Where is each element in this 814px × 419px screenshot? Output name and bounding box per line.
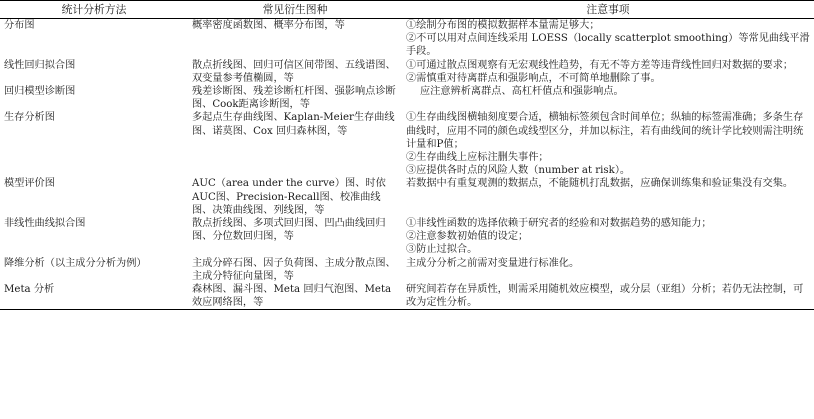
row-method: 模型评价图 [4, 178, 55, 190]
header-notes: 注意事项 [402, 1, 814, 19]
table-row [0, 85, 814, 111]
row-charts: 多起点生存曲线图、Kaplan-Meier生存曲线图、诺莫图、Cox 回归森林图，等 [192, 112, 395, 137]
note-item: ②需慎重对待离群点和强影响点，不可简单地删除了事。 [406, 72, 661, 84]
row-notes [402, 85, 814, 111]
note-item: 若数据中有重复观测的数据点，不能随机打乱数据，应确保训练集和验证集没有交集。 [406, 178, 794, 190]
row-charts: 残差诊断图、残差诊断杠杆图、强影响点诊断图、Cook距离诊断图，等 [192, 86, 396, 111]
header-method: 统计分析方法 [0, 1, 188, 19]
row-notes [402, 111, 814, 177]
row-charts: 主成分碎石图、因子负荷图、主成分散点图、主成分特征向量图，等 [192, 257, 396, 282]
row-notes [402, 217, 814, 257]
row-method: 降维分析（以主成分分析为例） [4, 257, 147, 269]
note-item: 研究间若存在异质性，则需采用随机效应模型，或分层（亚组）分析；若仍无法控制，可改为定性分析。 [406, 284, 804, 309]
note-item: ①非线性函数的选择依赖于研究者的经验和对数据趋势的感知能力； [406, 218, 712, 230]
row-charts: 散点折线图、多项式回归图、凹凸曲线回归图、分位数回归图，等 [192, 218, 386, 243]
note-item: ①生存曲线图横轴刻度要合适，横轴标签须包含时间单位；纵轴的标签需准确；多条生存曲线时，应用不同的颜色或线型区分，并加以标注，若有曲线间的统计学比较则需注明统计量和P值； [406, 112, 804, 150]
note-item: ②不可以用对点间连线采用 LOESS（locally scatterplot smoothing）等常见曲线平滑手段。 [406, 33, 810, 58]
row-charts: 散点折线图、回归可信区间带图、五线谱图、双变量参考值椭圆，等 [192, 59, 396, 84]
row-notes [402, 257, 814, 283]
note-item: 应注意辨析离群点、高杠杆值点和强影响点。 [420, 86, 624, 98]
row-charts: 概率密度函数图、概率分布图，等 [192, 20, 345, 31]
note-item: ②注意参数初始值的设定； [406, 231, 529, 243]
note-item: ③防止过拟合。 [406, 244, 478, 256]
note-item: ①绘制分布图的模拟数据样本量需足够大； [406, 20, 600, 31]
table-row [0, 217, 814, 257]
row-method: 生存分析图 [4, 112, 55, 124]
row-method: Meta 分析 [0, 283, 188, 310]
row-method: 分布图 [4, 20, 35, 31]
table-row [0, 59, 814, 85]
table-row [0, 111, 814, 177]
row-method: 非线性曲线拟合图 [4, 218, 86, 230]
table-row [0, 177, 814, 217]
row-notes [402, 59, 814, 85]
table-row [0, 19, 814, 59]
row-charts: 森林图、漏斗图、Meta 回归气泡图、Meta 效应网络图，等 [188, 283, 402, 310]
note-item: ③应提供各时点的风险人数（number at risk）。 [406, 165, 631, 177]
row-charts: AUC（area under the curve）图、时依AUC图、Precision-Recall图、校准曲线图、决策曲线图、列线图，等 [192, 178, 386, 216]
header-charts: 常见衍生图种 [188, 1, 402, 19]
table-row [0, 257, 814, 283]
note-item: ②生存曲线上应标注删失事件； [406, 152, 549, 164]
row-notes [402, 283, 814, 310]
table-header-row [0, 1, 814, 19]
note-item: ①可通过散点图观察有无宏观线性趋势，有无不等方差等违背线性回归对数据的要求； [406, 59, 794, 71]
row-notes [402, 177, 814, 217]
row-method: 线性回归拟合图 [4, 59, 76, 71]
row-notes [402, 19, 814, 59]
table-row [0, 283, 814, 310]
row-method: 回归模型诊断图 [4, 86, 76, 98]
note-item: 主成分分析之前需对变量进行标准化。 [406, 257, 580, 269]
